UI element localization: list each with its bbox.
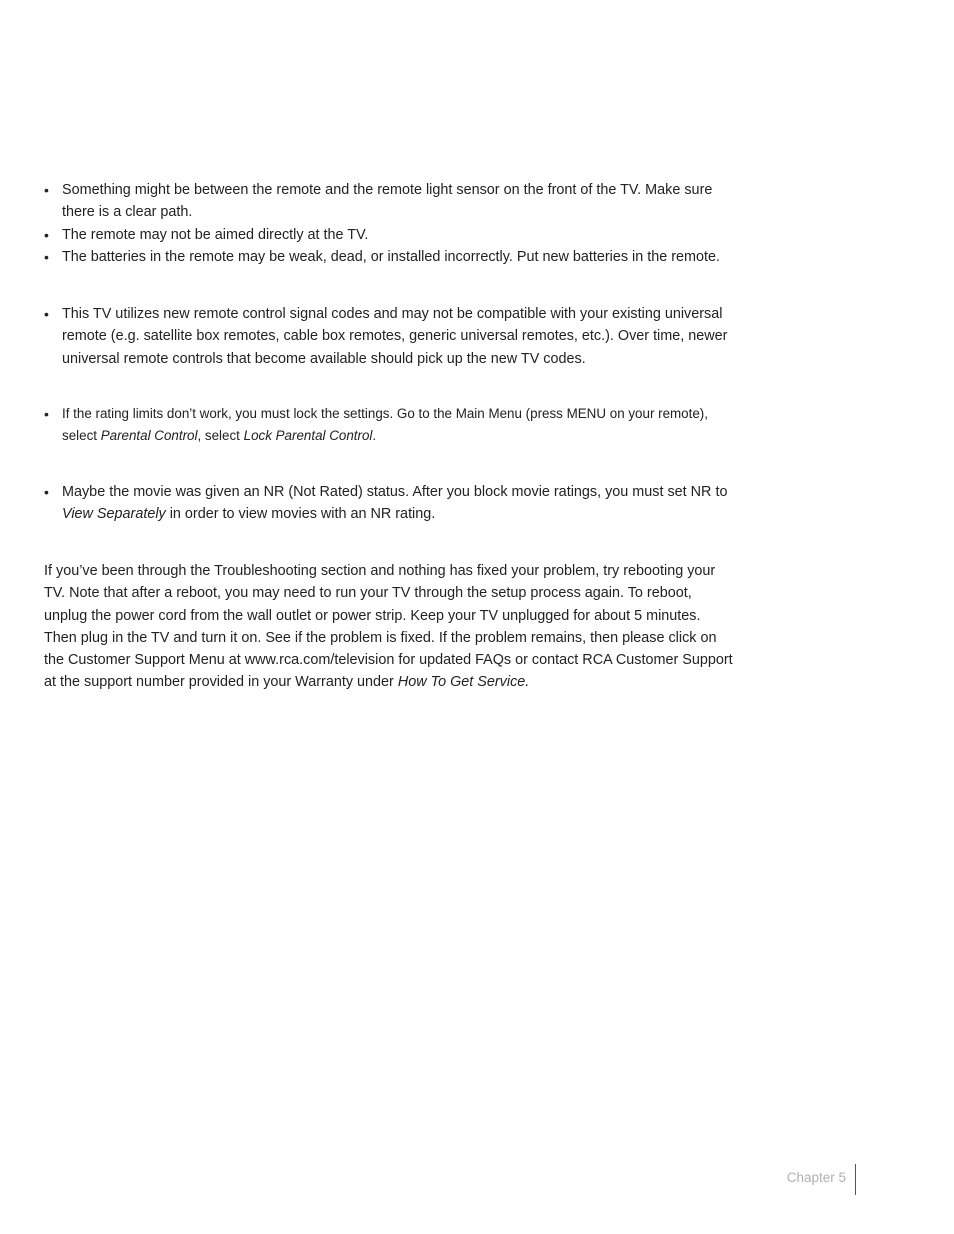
footer-divider bbox=[855, 1164, 856, 1195]
movie-text-1: Maybe the movie was given an NR (Not Rated) status. After you block movie ratings, you must set NR to bbox=[62, 484, 728, 500]
view-separately-term: View Separately bbox=[62, 506, 166, 523]
list-item: • Something might be between the remote and the remote light sensor on the front of the TV. Make sure there is a clear path. bbox=[44, 179, 734, 224]
list-item bbox=[44, 481, 734, 526]
universal-remote-list bbox=[44, 303, 734, 370]
rating-text-3: . bbox=[372, 428, 377, 444]
rating-limits-list bbox=[44, 403, 734, 448]
remote-issues-list bbox=[44, 179, 734, 268]
lock-parental-control-term: Lock Parental Control bbox=[243, 428, 373, 444]
chapter-label: Chapter 5 bbox=[786, 1170, 846, 1185]
parental-control-term: Parental Control bbox=[100, 428, 198, 444]
how-to-get-service-term: How To Get Service. bbox=[397, 674, 530, 691]
rating-limits-section bbox=[44, 403, 734, 448]
rating-text-1: If the rating limits don’t work, you must lock the settings. Go to the Main Menu (press MENU on your remote), select bbox=[62, 406, 708, 444]
movie-text-2: in order to view movies with an NR rating. bbox=[165, 506, 436, 523]
list-item: • The remote may not be aimed directly at the TV. bbox=[44, 224, 734, 246]
reboot-text-1: If you’ve been through the Troubleshooting section and nothing has fixed your problem, try rebooting your TV. Note that after a reboot, you may need to run your TV through the setup process again. To reboot, unplug the power cord from the wall outlet or power strip. Keep your TV unplugged for about 5 minutes. Then plug in the TV and turn it on. See if the problem is fixed. If the problem remains, then please click on the Customer Support Menu at www.rca.com/television for updated FAQs or contact RCA Customer Support at the support number provided in your Warranty under bbox=[44, 563, 733, 691]
remote-issues-section bbox=[44, 179, 734, 268]
reboot-paragraph bbox=[44, 560, 734, 694]
movie-rating-section bbox=[44, 481, 734, 526]
list-item: • This TV utilizes new remote control signal codes and may not be compatible with your existing universal remote (e.g. satellite box remotes, cable box remotes, generic universal remotes, etc.). Over time, newer universal remote controls that become available should pick up the new TV codes. bbox=[44, 303, 734, 370]
list-item bbox=[44, 403, 734, 448]
rating-text-2: , select bbox=[197, 428, 244, 444]
universal-remote-section bbox=[44, 303, 734, 370]
list-item: • The batteries in the remote may be weak, dead, or installed incorrectly. Put new batteries in the remote. bbox=[44, 246, 734, 268]
reboot-section bbox=[44, 560, 734, 694]
movie-rating-list bbox=[44, 481, 734, 526]
